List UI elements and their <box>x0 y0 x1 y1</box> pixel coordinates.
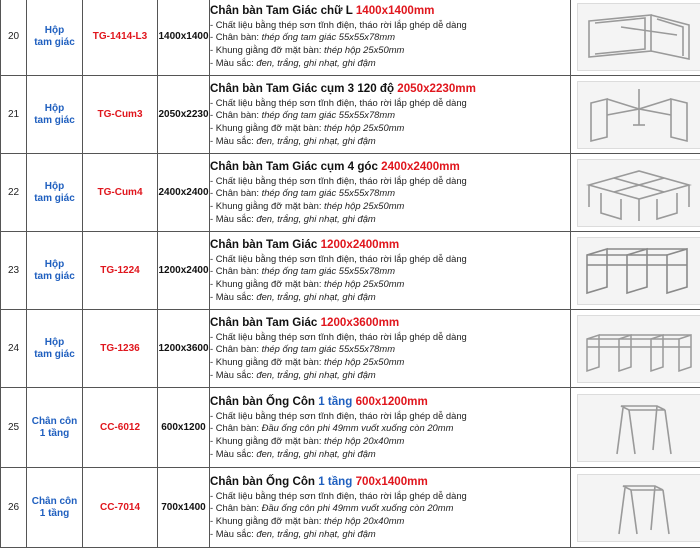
description-cell <box>210 0 571 76</box>
spec-line: - Chân bàn: Đầu ống côn phi 49mm vuốt xuống còn 20mm <box>210 502 454 514</box>
spec-line: - Khung giằng đỡ mặt bàn: thép hộp 20x40mm <box>210 515 405 526</box>
spec-line: - Màu sắc: đen, trắng, ghi nhạt, ghi đậm <box>210 212 376 224</box>
product-size: 2050x2230 <box>158 76 210 154</box>
table-row <box>1 0 700 76</box>
category-line: Hộp <box>44 336 65 348</box>
product-title: Chân bàn Tam Giác 1200x2400mm <box>210 237 400 251</box>
spec-line: - Màu sắc: đen, trắng, ghi nhạt, ghi đậm <box>210 290 376 302</box>
product-title: Chân bàn Ống Côn 1 tầng 700x1400mm <box>210 474 428 488</box>
product-code: TG-Cum3 <box>83 76 158 154</box>
category-cell <box>27 76 83 154</box>
spec-line: - Chân bàn: thép ống tam giác 55x55x78mm <box>210 265 396 277</box>
row-number: 22 <box>1 154 27 232</box>
image-cell <box>571 232 700 310</box>
description-cell <box>210 232 571 310</box>
product-code: CC-6012 <box>83 388 158 468</box>
product-image[interactable] <box>577 394 700 462</box>
category-cell <box>27 468 83 548</box>
product-code: TG-1224 <box>83 232 158 310</box>
product-title: Chân bàn Tam Giác cụm 4 góc 2400x2400mm <box>210 159 460 173</box>
table-row <box>1 232 700 310</box>
spec-line: - Chất liệu bằng thép sơn tĩnh điện, tháo rời lắp ghép dễ dàng <box>210 252 467 264</box>
spec-line: - Màu sắc: đen, trắng, ghi nhạt, ghi đậm <box>210 447 376 459</box>
spec-line: - Khung giằng đỡ mặt bàn: thép hộp 25x50mm <box>210 200 405 211</box>
description-cell <box>210 154 571 232</box>
image-cell <box>571 154 700 232</box>
product-title: Chân bàn Tam Giác chữ L 1400x1400mm <box>210 3 435 17</box>
row-number: 24 <box>1 310 27 388</box>
product-size: 600x1200 <box>158 388 210 468</box>
spec-line: - Màu sắc: đen, trắng, ghi nhạt, ghi đậm <box>210 134 376 146</box>
category-cell <box>27 232 83 310</box>
product-size: 2400x2400 <box>158 154 210 232</box>
image-cell <box>571 310 700 388</box>
triple-rect-frame-icon <box>581 319 697 379</box>
spec-line: - Màu sắc: đen, trắng, ghi nhạt, ghi đậm <box>210 368 376 380</box>
product-size: 700x1400 <box>158 468 210 548</box>
table-row <box>1 310 700 388</box>
row-number: 23 <box>1 232 27 310</box>
cluster-4-frame-icon <box>581 163 697 223</box>
spec-line: - Chất liệu bằng thép sơn tĩnh điện, tháo rời lắp ghép dễ dàng <box>210 174 467 186</box>
product-title: Chân bàn Tam Giác cụm 3 120 độ 2050x2230mm <box>210 81 476 95</box>
category-cell <box>27 388 83 468</box>
spec-line: - Khung giằng đỡ mặt bàn: thép hộp 25x50mm <box>210 278 405 289</box>
category-line: Hộp <box>44 102 65 114</box>
category-line: 1 tầng <box>39 507 70 519</box>
row-number: 20 <box>1 0 27 76</box>
product-size: 1200x2400 <box>158 232 210 310</box>
spec-line: - Màu sắc: đen, trắng, ghi nhạt, ghi đậm <box>210 56 376 68</box>
spec-line: - Chất liệu bằng thép sơn tĩnh điện, tháo rời lắp ghép dễ dàng <box>210 409 467 421</box>
spec-line: - Chất liệu bằng thép sơn tĩnh điện, tháo rời lắp ghép dễ dàng <box>210 489 467 501</box>
category-line: tam giác <box>34 114 75 126</box>
category-line: Hộp <box>44 180 65 192</box>
product-image[interactable] <box>577 474 700 542</box>
category-line: Chân côn <box>31 415 78 427</box>
product-code: TG-1236 <box>83 310 158 388</box>
category-line: tam giác <box>34 348 75 360</box>
product-image[interactable] <box>577 159 700 227</box>
spec-line: - Chân bàn: thép ống tam giác 55x55x78mm <box>210 31 396 43</box>
cluster-3-frame-icon <box>581 85 697 145</box>
product-size: 1400x1400 <box>158 0 210 76</box>
image-cell <box>571 0 700 76</box>
category-line: Chân côn <box>31 495 78 507</box>
description-cell <box>210 388 571 468</box>
table-row <box>1 388 700 468</box>
category-cell <box>27 310 83 388</box>
product-title: Chân bàn Ống Côn 1 tầng 600x1200mm <box>210 394 428 408</box>
category-line: Hộp <box>44 258 65 270</box>
product-image[interactable] <box>577 3 700 71</box>
spec-line: - Chân bàn: thép ống tam giác 55x55x78mm <box>210 343 396 355</box>
product-title: Chân bàn Tam Giác 1200x3600mm <box>210 315 400 329</box>
category-line: Hộp <box>44 24 65 36</box>
description-cell <box>210 468 571 548</box>
category-line: tam giác <box>34 270 75 282</box>
spec-line: - Khung giằng đỡ mặt bàn: thép hộp 25x50mm <box>210 44 405 55</box>
spec-line: - Chân bàn: Đầu ống côn phi 49mm vuốt xuống còn 20mm <box>210 422 454 434</box>
spec-line: - Chất liệu bằng thép sơn tĩnh điện, tháo rời lắp ghép dễ dàng <box>210 96 467 108</box>
l-shape-triangle-frame-icon <box>581 7 697 67</box>
table-row <box>1 154 700 232</box>
spec-line: - Khung giằng đỡ mặt bàn: thép hộp 20x40mm <box>210 435 405 446</box>
category-cell <box>27 0 83 76</box>
row-number: 26 <box>1 468 27 548</box>
product-image[interactable] <box>577 237 700 305</box>
product-code: CC-7014 <box>83 468 158 548</box>
category-line: tam giác <box>34 192 75 204</box>
product-code: TG-1414-L3 <box>83 0 158 76</box>
spec-line: - Màu sắc: đen, trắng, ghi nhạt, ghi đậm <box>210 527 376 539</box>
product-code: TG-Cum4 <box>83 154 158 232</box>
product-image[interactable] <box>577 81 700 149</box>
category-line: 1 tầng <box>39 427 70 439</box>
spec-line: - Chân bàn: thép ống tam giác 55x55x78mm <box>210 187 396 199</box>
row-number: 25 <box>1 388 27 468</box>
image-cell <box>571 388 700 468</box>
tapered-leg-frame-icon <box>581 398 697 458</box>
table-row <box>1 76 700 154</box>
spec-line: - Khung giằng đỡ mặt bàn: thép hộp 25x50mm <box>210 122 405 133</box>
product-image[interactable] <box>577 315 700 383</box>
spec-line: - Chất liệu bằng thép sơn tĩnh điện, tháo rời lắp ghép dễ dàng <box>210 18 467 30</box>
tapered-leg-frame-icon <box>581 478 697 538</box>
description-cell <box>210 76 571 154</box>
table-row <box>1 468 700 548</box>
category-line: tam giác <box>34 36 75 48</box>
image-cell <box>571 468 700 548</box>
spec-line: - Chất liệu bằng thép sơn tĩnh điện, tháo rời lắp ghép dễ dàng <box>210 330 467 342</box>
image-cell <box>571 76 700 154</box>
product-size: 1200x3600 <box>158 310 210 388</box>
description-cell <box>210 310 571 388</box>
double-rect-frame-icon <box>581 241 697 301</box>
category-cell <box>27 154 83 232</box>
spec-line: - Khung giằng đỡ mặt bàn: thép hộp 25x50mm <box>210 356 405 367</box>
spec-line: - Chân bàn: thép ống tam giác 55x55x78mm <box>210 109 396 121</box>
row-number: 21 <box>1 76 27 154</box>
